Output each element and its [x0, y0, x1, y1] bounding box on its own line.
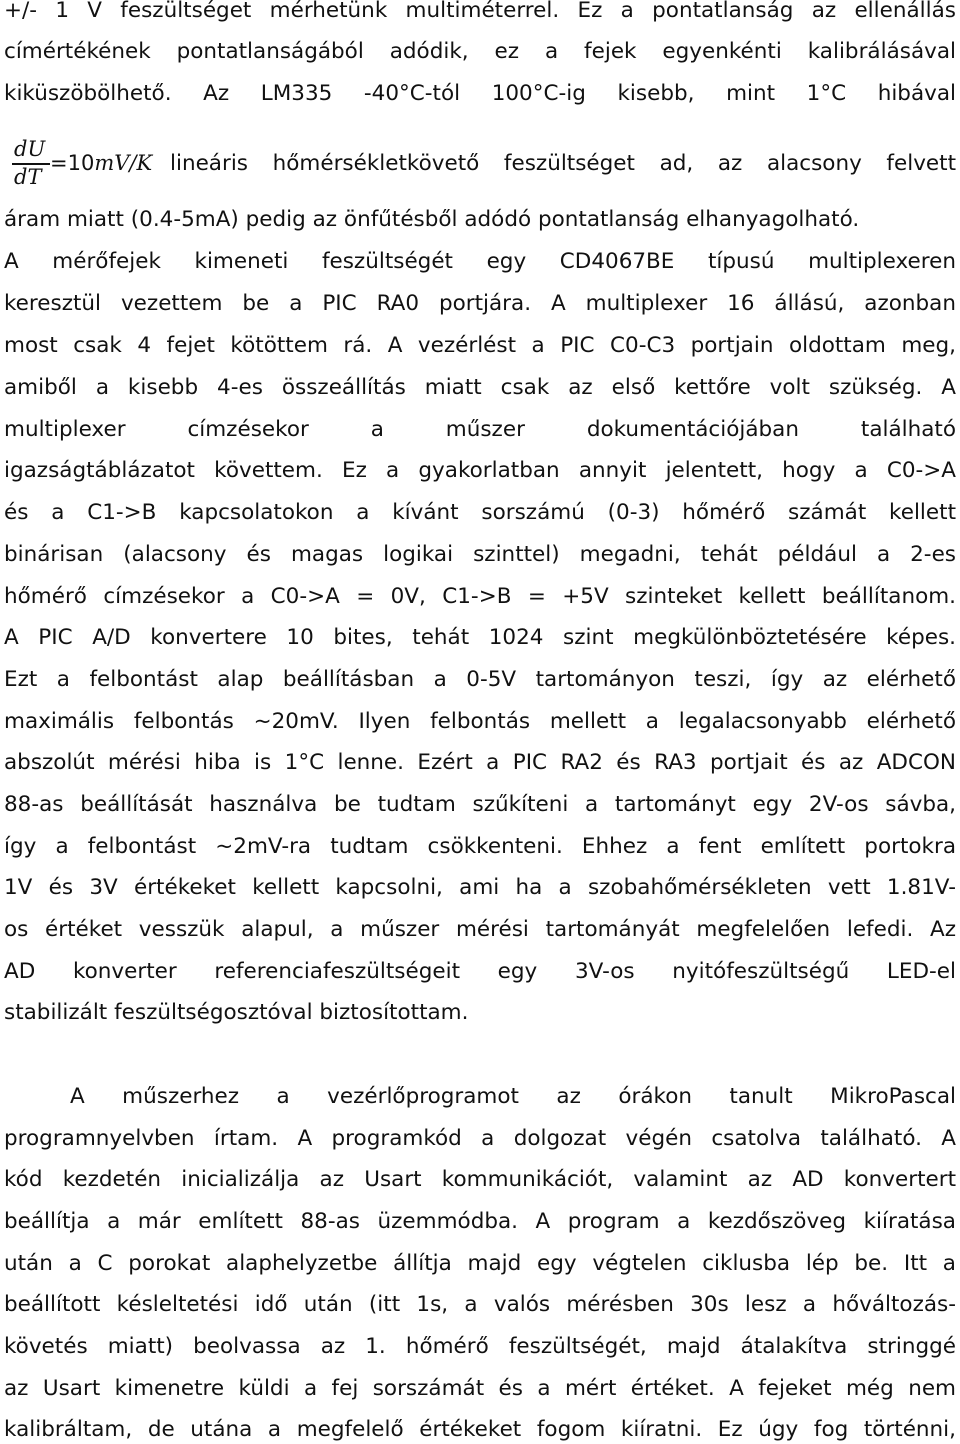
text-line: keresztül vezettem be a PIC RA0 portjára. A multiplexer 16 állású, azonban	[4, 291, 956, 316]
text-line: 88-as beállítását használva be tudtam szűkíteni a tartományt egy 2V-os sávba,	[4, 792, 956, 817]
text-line: hőmérő címzésekor a C0->A = 0V, C1->B = +5V szinteket kellett beállítanom.	[4, 584, 956, 609]
text-line: áram miatt (0.4-5mA) pedig az önfűtésből adódó pontatlanság elhanyagolható.	[4, 207, 860, 232]
text-line: amiből a kisebb 4-es összeállítás miatt csak az első kettőre volt szükség. A	[4, 375, 956, 400]
formula-unit: mV/K	[94, 151, 153, 175]
text-line: 1V és 3V értékeket kellett kapcsolni, ami ha a szobahőmérsékleten vett 1.81V-	[4, 875, 956, 900]
text-line: lineáris hőmérsékletkövető feszültséget ad, az alacsony felvett	[170, 151, 956, 176]
derivative-fraction	[10, 136, 50, 192]
text-line: stabilizált feszültségosztóval biztosítottam.	[4, 1000, 469, 1025]
text-line: A mérőfejek kimeneti feszültségét egy CD4067BE típusú multiplexeren	[4, 249, 956, 274]
text-line: Ezt a felbontást alap beállításban a 0-5V tartományon teszi, így az elérhető	[4, 667, 956, 692]
text-line: kalibráltam, de utána a megfelelő értékeket fogom kiíratni. Ez úgy fog történni,	[4, 1417, 956, 1442]
text-line: A műszerhez a vezérlőprogramot az órákon tanult MikroPascal	[70, 1084, 956, 1109]
text-line: követés miatt) beolvassa az 1. hőmérő feszültségét, majd átalakítva stringgé	[4, 1334, 956, 1359]
text-line: igazságtáblázatot követtem. Ez a gyakorlatban annyit jelentett, hogy a C0->A	[4, 458, 956, 483]
text-line: binárisan (alacsony és magas logikai szinttel) megadni, tehát például a 2-es	[4, 542, 956, 567]
text-line: AD konverter referenciafeszültségeit egy 3V-os nyitófeszültségű LED-el	[4, 959, 956, 984]
text-line: kód kezdetén inicializálja az Usart kommunikációt, valamint az AD konvertert	[4, 1167, 956, 1192]
formula-line	[4, 136, 956, 192]
text-line: címértékének pontatlanságából adódik, ez a fejek egyenkénti kalibrálásával	[4, 39, 956, 64]
text-line: így a felbontást ~2mV-ra tudtam csökkenteni. Ehhez a fent említett portokra	[4, 834, 956, 859]
text-line: beállítja a már említett 88-as üzemmódba. A program a kezdőszöveg kiíratása	[4, 1209, 956, 1234]
text-line: A PIC A/D konvertere 10 bites, tehát 1024 szint megkülönböztetésére képes.	[4, 625, 956, 650]
text-line: programnyelvben írtam. A programkód a dolgozat végén csatolva található. A	[4, 1126, 956, 1151]
text-line: az Usart kimenetre küldi a fej sorszámát és a mért értéket. A fejeket még nem	[4, 1376, 956, 1401]
formula-value: =10	[50, 151, 95, 175]
text-line: most csak 4 fejet kötöttem rá. A vezérlést a PIC C0-C3 portjain oldottam meg,	[4, 333, 956, 358]
text-line: os értéket vesszük alapul, a műszer mérési tartományát megfelelően lefedi. Az	[4, 917, 956, 942]
text-line: után a C porokat alaphelyzetbe állítja majd egy végtelen ciklusba lép be. Itt a	[4, 1251, 956, 1276]
fraction-denominator: dT	[14, 165, 42, 189]
text-line: multiplexer címzésekor a műszer dokumentációjában található	[4, 417, 956, 442]
formula-equals	[50, 150, 152, 176]
text-line: +/- 1 V feszültséget mérhetünk multiméterrel. Ez a pontatlanság az ellenállás	[4, 0, 956, 23]
text-line: beállított késleltetési idő után (itt 1s, a valós mérésben 30s lesz a hőváltozás-	[4, 1292, 956, 1317]
text-line: abszolút mérési hiba is 1°C lenne. Ezért a PIC RA2 és RA3 portjait és az ADCON	[4, 750, 956, 775]
fraction-numerator: dU	[14, 137, 46, 161]
text-line: maximális felbontás ~20mV. Ilyen felbontás mellett a legalacsonyabb elérhető	[4, 709, 956, 734]
text-line: és a C1->B kapcsolatokon a kívánt sorszámú (0-3) hőmérő számát kellett	[4, 500, 956, 525]
text-line: kiküszöbölhető. Az LM335 -40°C-tól 100°C-ig kisebb, mint 1°C hibával	[4, 81, 956, 106]
